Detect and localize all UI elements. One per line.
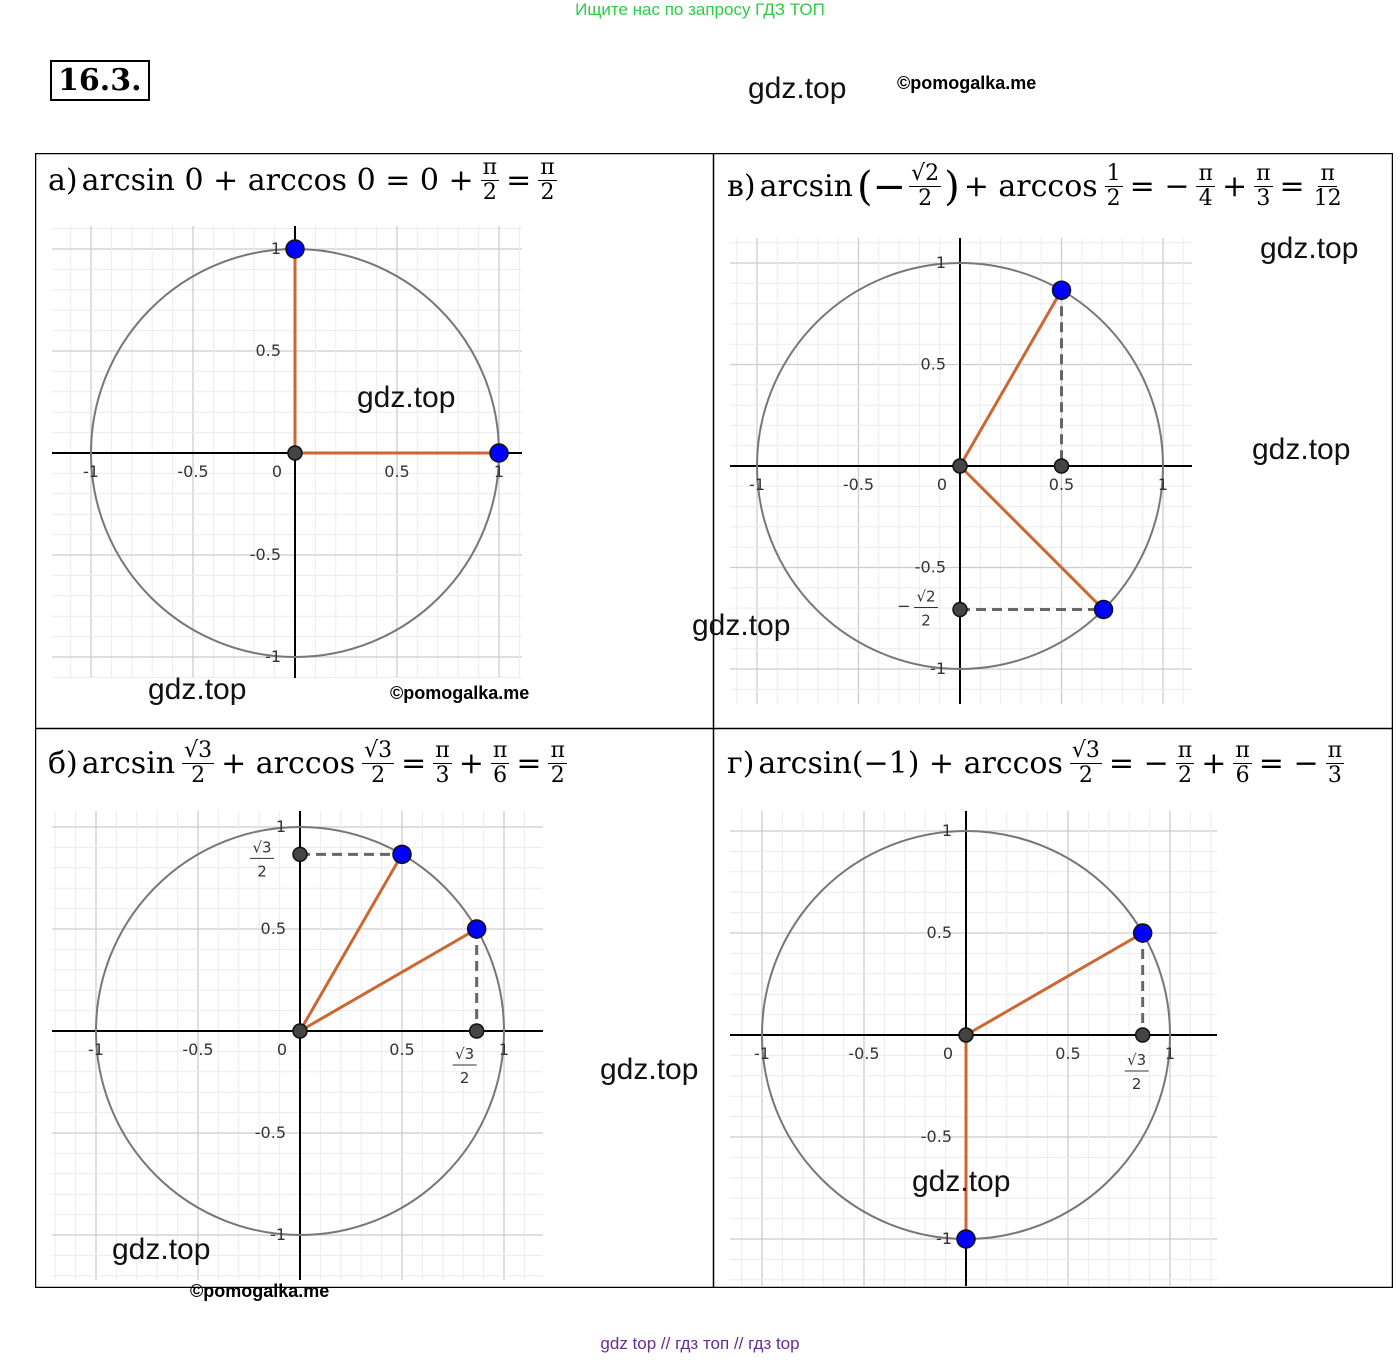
x-tick-label: 1 <box>493 462 505 481</box>
y-tick-label: 1 <box>270 239 281 258</box>
x-tick-label: 0.5 <box>389 1040 415 1059</box>
projection-point <box>953 603 967 617</box>
fraction: $\frac{\pi}{6}$ <box>492 738 508 788</box>
angle-point <box>1095 601 1113 619</box>
copyright-label: ©pomogalka.me <box>190 1281 330 1301</box>
equation-v: в) arcsin (− $\frac{√2}{2}$ ) + arccos $\frac{1}{2}$ = − $\frac{\pi}{4}$ + $\frac{\pi}{3}$ = $\frac{\pi}{12}$ <box>727 161 1342 211</box>
fraction-label-num: √3 <box>1127 1051 1147 1069</box>
y-tick-label: 0.5 <box>920 354 946 374</box>
projection-point <box>293 847 307 861</box>
x-tick-label: -0.5 <box>182 1040 214 1059</box>
y-tick-label: 0.5 <box>255 341 281 360</box>
x-tick-label: -1 <box>83 462 99 481</box>
x-tick-label: -0.5 <box>842 475 875 494</box>
fraction: $\frac{\pi}{2}$ <box>1177 738 1193 788</box>
unit-circle-graph-g <box>730 811 1217 1286</box>
top-banner: Ищите нас по запросу ГДЗ ТОП <box>575 0 825 19</box>
x-tick-label: 0.5 <box>1048 475 1075 494</box>
copyright-label: ©pomogalka.me <box>897 73 1037 93</box>
fraction: $\frac{\pi}{6}$ <box>1235 738 1250 788</box>
watermark: gdz.top <box>357 381 456 414</box>
fraction: $\frac{\pi}{3}$ <box>1256 161 1271 211</box>
fraction-label-num: √3 <box>252 838 272 857</box>
projection-point <box>959 1028 973 1042</box>
watermark: gdz.top <box>1252 433 1351 466</box>
angle-point <box>468 920 486 938</box>
fraction: $\frac{\pi}{4}$ <box>1198 161 1213 211</box>
watermark: gdz.top <box>600 1053 699 1086</box>
watermark: gdz.top <box>748 72 847 105</box>
fraction: $\frac{√3}{2}$ <box>364 738 393 788</box>
angle-point <box>393 845 411 863</box>
equation-a: а) arcsin 0 + arccos 0 = 0 + $\frac{\pi}{2}$ = $\frac{\pi}{2}$ <box>48 155 555 205</box>
projection-point <box>1136 1028 1150 1042</box>
unit-circle-graph-v <box>730 238 1192 704</box>
y-tick-label: -1 <box>930 659 946 678</box>
angle-segment <box>966 933 1143 1035</box>
y-tick-label: -0.5 <box>254 1123 286 1142</box>
unit-circle-graph-a <box>52 226 522 678</box>
y-tick-label: 1 <box>275 817 286 836</box>
y-tick-label: 1 <box>935 253 946 272</box>
fraction: $\frac{√2}{2}$ <box>911 161 940 211</box>
label-b: б) <box>48 746 78 781</box>
projection-point <box>288 446 302 460</box>
fraction: $\frac{\pi}{2}$ <box>540 155 555 205</box>
projection-point <box>293 1024 307 1038</box>
label-a: а) <box>48 163 78 198</box>
watermark: gdz.top <box>692 609 791 642</box>
x-tick-label: 0.5 <box>384 462 410 481</box>
fraction: $\frac{√3}{2}$ <box>1071 738 1100 788</box>
footer-links: gdz top // гдз топ // гдз top <box>600 1334 800 1353</box>
y-tick-label: -1 <box>270 1225 286 1244</box>
watermark: gdz.top <box>112 1233 211 1266</box>
fraction-label-num: √3 <box>455 1045 475 1063</box>
fraction: $\frac{\pi}{12}$ <box>1313 161 1342 211</box>
angle-point <box>1134 924 1152 942</box>
projection-point <box>953 459 967 473</box>
x-tick-label: 0 <box>271 462 283 481</box>
y-tick-label: 1 <box>941 821 952 840</box>
x-tick-label: 1 <box>498 1040 510 1059</box>
x-tick-label: -1 <box>88 1040 104 1059</box>
y-tick-label: 0.5 <box>260 919 286 938</box>
label-g: г) <box>727 746 755 781</box>
y-tick-label: -0.5 <box>249 545 281 564</box>
fraction: $\frac{\pi}{2}$ <box>550 738 565 788</box>
x-tick-label: 1 <box>1164 1044 1176 1063</box>
equation-g: г) arcsin(−1) + arccos $\frac{√3}{2}$ = − $\frac{\pi}{2}$ + $\frac{\pi}{6}$ = − $\frac{\pi}{3}$ <box>727 738 1343 788</box>
angle-segment <box>960 290 1062 466</box>
x-tick-label: -0.5 <box>848 1044 880 1063</box>
eq-a-text: arcsin 0 + arccos 0 = 0 + <box>81 163 474 198</box>
y-tick-label: -0.5 <box>920 1127 952 1146</box>
projection-point <box>470 1024 484 1038</box>
y-tick-label: -1 <box>265 647 281 666</box>
watermark: gdz.top <box>912 1165 1011 1198</box>
fraction-label-den: 2 <box>459 1069 470 1087</box>
x-tick-label: -0.5 <box>177 462 209 481</box>
fraction-label-den: 2 <box>257 862 267 881</box>
angle-segment <box>300 929 477 1031</box>
fraction-label-num: √2 <box>916 587 936 606</box>
watermark: gdz.top <box>1260 232 1359 265</box>
angle-point <box>286 240 304 258</box>
angle-point <box>490 444 508 462</box>
x-tick-label: 1 <box>1157 475 1169 494</box>
fraction-label-den: 2 <box>921 611 931 630</box>
y-tick-label: -0.5 <box>914 557 946 577</box>
fraction: $\frac{√3}{2}$ <box>184 738 213 788</box>
y-tick-label: 0.5 <box>926 923 952 942</box>
copyright-label: ©pomogalka.me <box>390 683 530 703</box>
angle-segment <box>300 854 402 1031</box>
fraction: $\frac{1}{2}$ <box>1106 161 1121 211</box>
x-tick-label: 0 <box>276 1040 288 1059</box>
fraction: $\frac{\pi}{3}$ <box>1327 738 1343 788</box>
x-tick-label: -1 <box>754 1044 770 1063</box>
fraction: $\frac{\pi}{3}$ <box>435 738 450 788</box>
unit-circle-graph-b <box>52 811 543 1280</box>
x-tick-label: 0.5 <box>1055 1044 1081 1063</box>
y-tick-label: -1 <box>936 1229 952 1248</box>
x-tick-label: 0 <box>942 1044 954 1063</box>
label-v: в) <box>727 169 756 204</box>
fraction-label-den: 2 <box>1131 1075 1142 1093</box>
fraction: $\frac{\pi}{2}$ <box>482 155 498 205</box>
projection-point <box>1055 459 1069 473</box>
x-tick-label: 0 <box>936 475 948 494</box>
watermark: gdz.top <box>148 673 247 706</box>
problem-number: 16.3. <box>50 60 150 101</box>
angle-point <box>1053 281 1071 299</box>
fraction-label-minus: − <box>897 596 911 616</box>
angle-point <box>957 1230 975 1248</box>
equation-b: б) arcsin $\frac{√3}{2}$ + arccos $\frac{√3}{2}$ = $\frac{\pi}{3}$ + $\frac{\pi}{6}$ = $\frac{\pi}{2}$ <box>48 738 565 788</box>
x-tick-label: -1 <box>749 475 765 494</box>
